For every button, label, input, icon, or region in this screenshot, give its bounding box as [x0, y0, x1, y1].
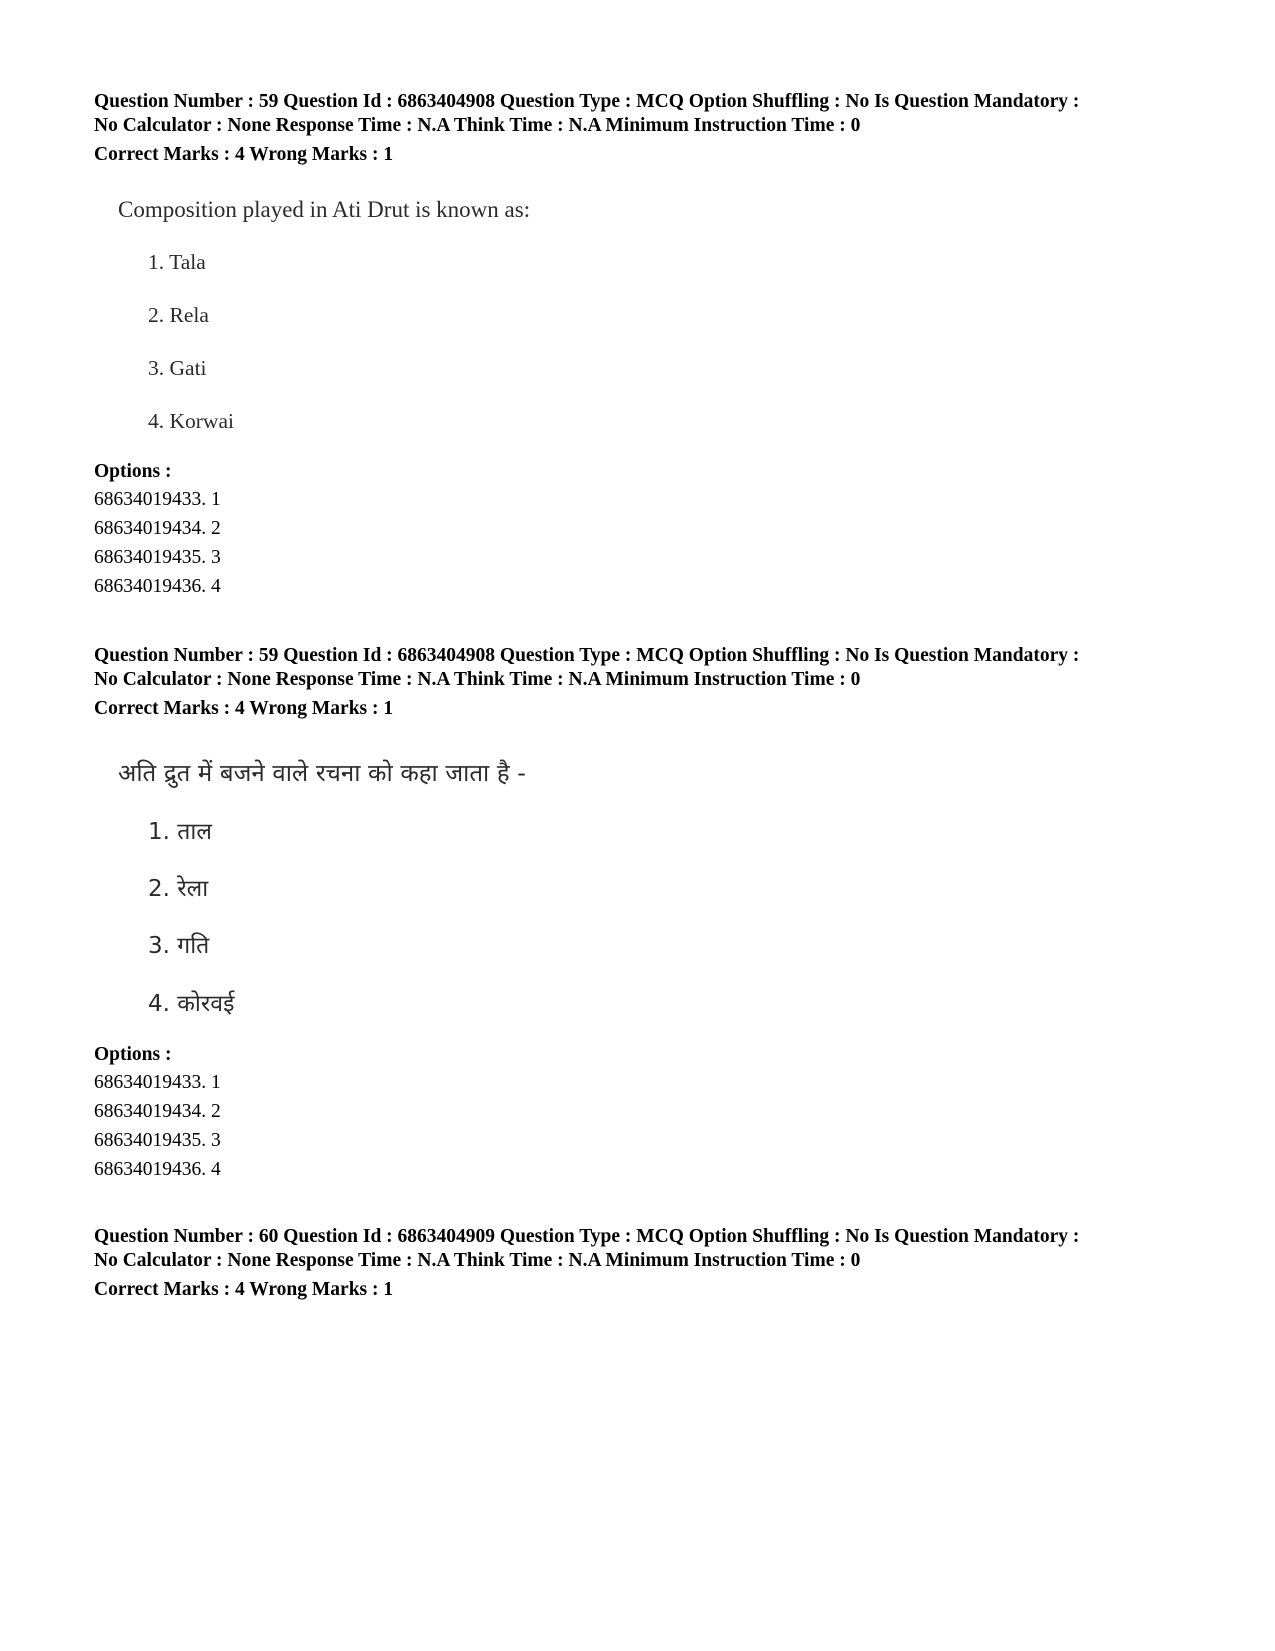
question-header	[94, 644, 1214, 721]
question-meta-line: Question Number : 60 Question Id : 6863404909 Question Type : MCQ Option Shuffling : No Is Question Mandatory :	[94, 1226, 1080, 1247]
answer-choice: 2. Rela	[148, 303, 209, 327]
question-header	[94, 90, 1214, 167]
answer-choice: 4. Korwai	[148, 409, 234, 433]
marks-line: Correct Marks : 4 Wrong Marks : 1	[94, 144, 394, 165]
answer-choice: 3. Gati	[148, 356, 207, 380]
question-meta-line: No Calculator : None Response Time : N.A Think Time : N.A Minimum Instruction Time : 0	[94, 1250, 861, 1271]
option-row: 68634019434. 2	[94, 518, 221, 539]
option-row: 68634019436. 4	[94, 576, 221, 597]
answer-choice: 1. ताल	[148, 819, 212, 845]
option-row: 68634019433. 1	[94, 1072, 221, 1093]
option-row: 68634019433. 1	[94, 489, 221, 510]
marks-line: Correct Marks : 4 Wrong Marks : 1	[94, 698, 394, 719]
question-meta-line: No Calculator : None Response Time : N.A Think Time : N.A Minimum Instruction Time : 0	[94, 669, 861, 690]
question-meta-line: No Calculator : None Response Time : N.A Think Time : N.A Minimum Instruction Time : 0	[94, 115, 861, 136]
question-header	[94, 1225, 1214, 1302]
question-meta-line: Question Number : 59 Question Id : 6863404908 Question Type : MCQ Option Shuffling : No Is Question Mandatory :	[94, 645, 1080, 666]
answer-choice: 1. Tala	[148, 250, 206, 274]
question-stem: Composition played in Ati Drut is known as:	[118, 197, 531, 222]
question-meta-line: Question Number : 59 Question Id : 6863404908 Question Type : MCQ Option Shuffling : No Is Question Mandatory :	[94, 91, 1080, 112]
answer-choice: 3. गति	[148, 933, 210, 959]
answer-choice: 2. रेला	[148, 876, 209, 902]
answer-choice: 4. कोरवई	[148, 991, 235, 1017]
option-row: 68634019435. 3	[94, 547, 221, 568]
marks-line: Correct Marks : 4 Wrong Marks : 1	[94, 1279, 394, 1300]
options-title: Options :	[94, 461, 172, 482]
question-stem: अति द्रुत में बजने वाले रचना को कहा जाता है -	[118, 759, 526, 787]
option-row: 68634019435. 3	[94, 1130, 221, 1151]
option-row: 68634019436. 4	[94, 1159, 221, 1180]
options-title: Options :	[94, 1044, 172, 1065]
option-row: 68634019434. 2	[94, 1101, 221, 1122]
